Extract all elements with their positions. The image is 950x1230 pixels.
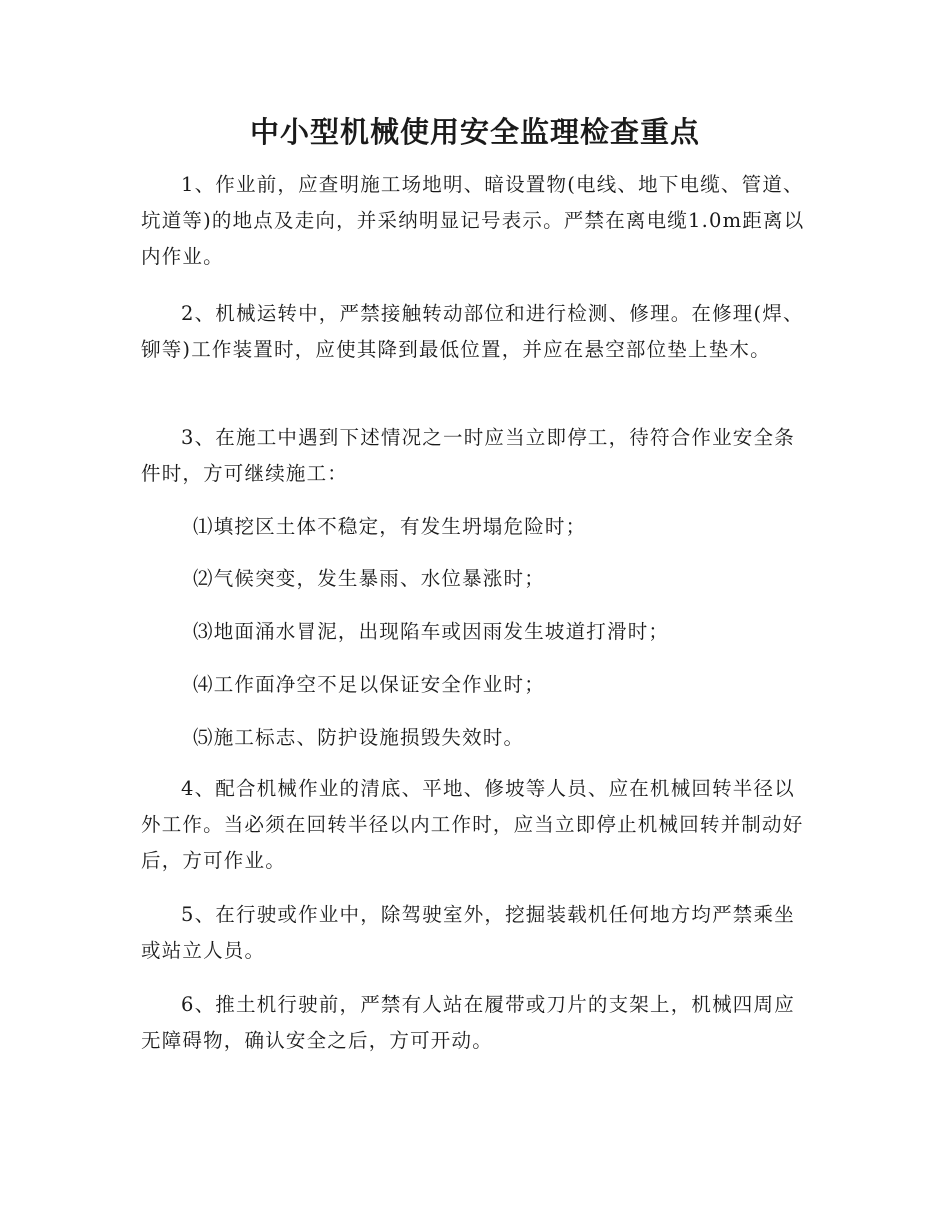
condition-5: ⑸施工标志、防护设施损毁失效时。	[193, 726, 525, 749]
condition-4: ⑷工作面净空不足以保证安全作业时；	[193, 673, 545, 696]
paragraph-2: 2、机械运转中，严禁接触转动部位和进行检测、修理。在修理(焊、铆等)工作装置时，应使其降到最低位置，并应在悬空部位垫上垫木。	[141, 302, 804, 361]
condition-2: ⑵气候突变，发生暴雨、水位暴涨时；	[193, 567, 545, 590]
paragraph-3: 3、在施工中遇到下述情况之一时应当立即停工，待符合作业安全条件时，方可继续施工：	[141, 426, 795, 485]
paragraph-5: 5、在行驶或作业中，除驾驶室外，挖掘装载机任何地方均严禁乘坐或站立人员。	[141, 903, 795, 962]
condition-1: ⑴填挖区土体不稳定，有发生坍塌危险时；	[193, 515, 587, 538]
paragraph-6: 6、推土机行驶前，严禁有人站在履带或刀片的支架上，机械四周应无障碍物，确认安全之后，方可开动。	[141, 993, 795, 1052]
document-title: 中小型机械使用安全监理检查重点	[249, 115, 700, 149]
condition-3: ⑶地面涌水冒泥，出现陷车或因雨发生坡道打滑时；	[193, 620, 670, 643]
paragraph-4: 4、配合机械作业的清底、平地、修坡等人员、应在机械回转半径以外工作。当必须在回转半径以内工作时，应当立即停止机械回转并制动好后，方可作业。	[141, 777, 804, 872]
paragraph-1: 1、作业前，应查明施工场地明、暗设置物(电线、地下电缆、管道、坑道等)的地点及走向，并采纳明显记号表示。严禁在离电缆1.0m距离以内作业。	[141, 173, 805, 268]
